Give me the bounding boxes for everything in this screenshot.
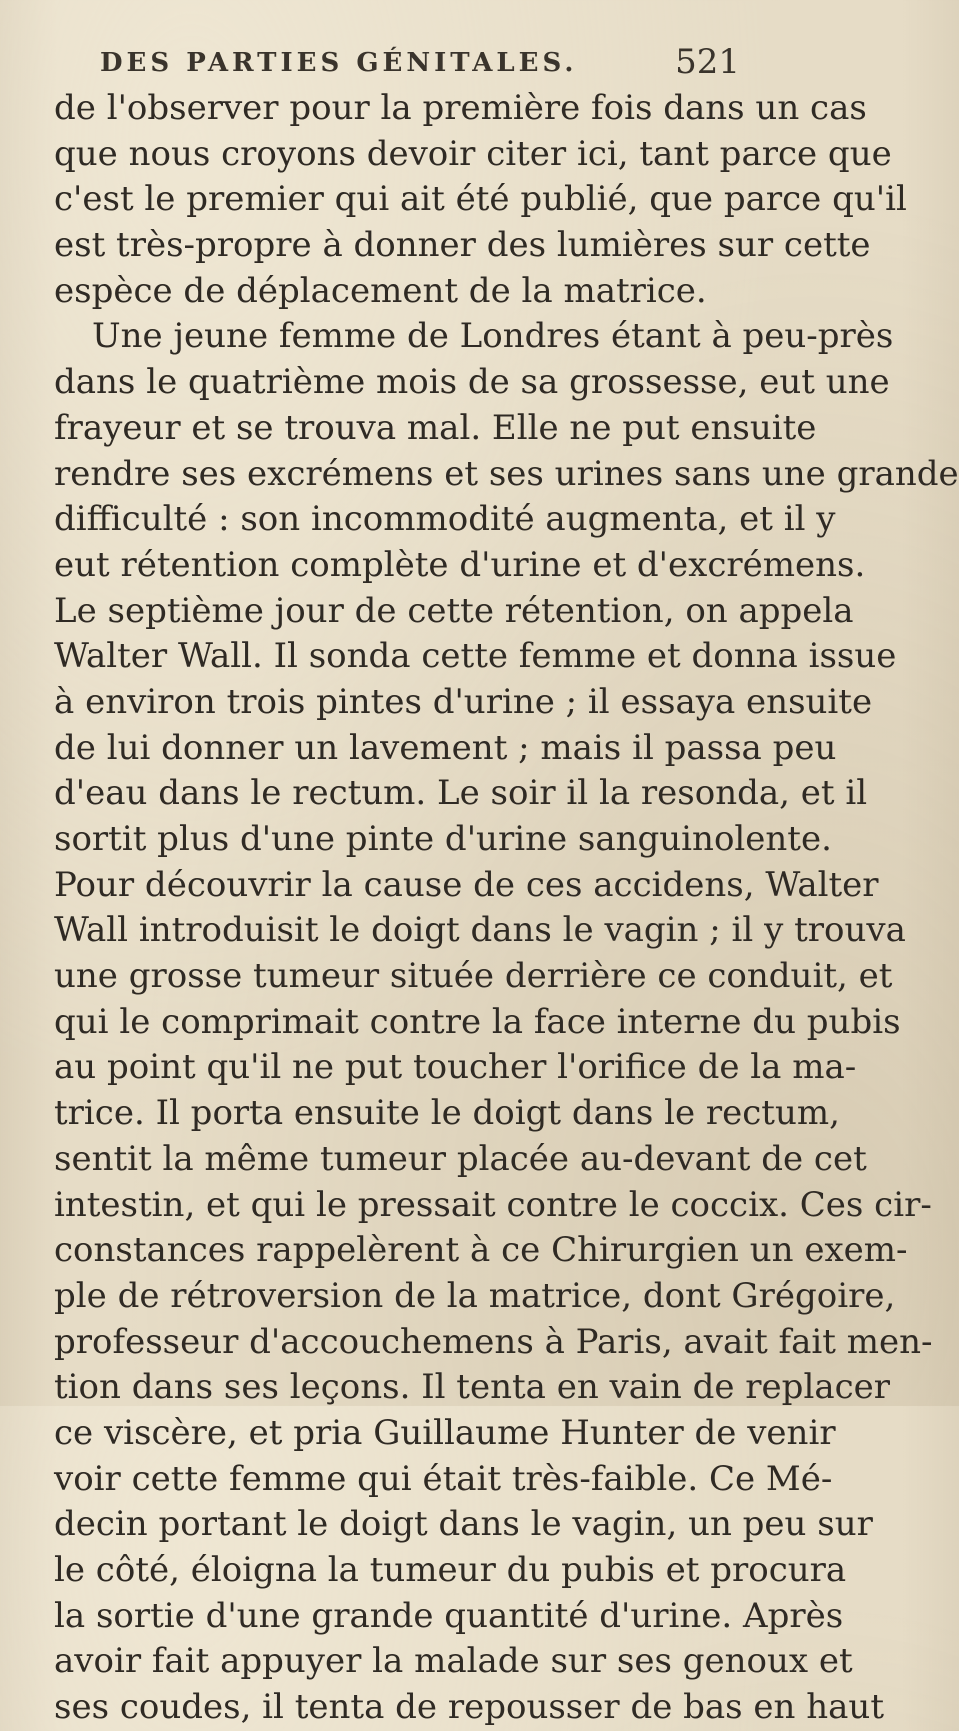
text-line: ple de rétroversion de la matrice, dont Grégoire, [54,1275,896,1316]
text-line: difficulté : son incommodité augmenta, et il y [54,499,836,540]
text-line: d'eau dans le rectum. Le soir il la resonda, et il [54,773,868,814]
text-line: tion dans ses leçons. Il tenta en vain de replacer [54,1367,891,1408]
text-line: avoir fait appuyer la malade sur ses genoux et [54,1641,853,1682]
text-line: sortit plus d'une pinte d'urine sanguinolente. [54,819,832,859]
text-line: c'est le premier qui ait été publié, que parce qu'il [54,179,907,220]
text-line: espèce de déplacement de la matrice. [54,270,707,311]
text-line: au point qu'il ne put toucher l'orifice de la ma- [54,1047,857,1088]
text-line: ses coudes, il tenta de repousser de bas en haut [54,1687,884,1728]
text-line: voir cette femme qui était très-faible. Ce Mé- [54,1458,833,1499]
text-line: Walter Wall. Il sonda cette femme et donna issue [54,636,897,677]
body-text [54,86,959,1731]
page-number: 521 [675,42,740,82]
text-line: intestin, et qui le pressait contre le coccix. Ces cir- [54,1184,932,1225]
running-head: DES PARTIES GÉNITALES. [100,48,578,78]
text-line: frayeur et se trouva mal. Elle ne put ensuite [54,407,817,448]
text-line: qui le comprimait contre la face interne du pubis [54,1001,901,1042]
text-line: Wall introduisit le doigt dans le vagin ; il y trouva [54,910,906,951]
text-line: rendre ses excrémens et ses urines sans une grande [54,453,959,494]
page-header [100,42,740,82]
text-line: est très-propre à donner des lumières sur cette [54,225,871,266]
text-line: à environ trois pintes d'urine ; il essaya ensuite [54,681,873,722]
text-line: professeur d'accouchemens à Paris, avait fait men- [54,1321,933,1362]
text-line: sentit la même tumeur placée au-devant de cet [54,1138,867,1179]
text-line: de l'observer pour la première fois dans un cas [54,88,867,128]
text-line: une grosse tumeur située derrière ce conduit, et [54,956,893,997]
text-line: le côté, éloigna la tumeur du pubis et procura [54,1550,847,1590]
text-line: la sortie d'une grande quantité d'urine. Après [54,1595,844,1636]
text-line: que nous croyons devoir citer ici, tant parce que [54,133,892,174]
text-line: decin portant le doigt dans le vagin, un peu sur [54,1504,873,1545]
text-line: de lui donner un lavement ; mais il passa peu [54,727,837,768]
text-line: eut rétention complète d'urine et d'excrémens. [54,544,866,585]
text-line: Pour découvrir la cause de ces accidens, Walter [54,864,879,905]
text-line: Une jeune femme de Londres étant à peu-près [92,316,894,357]
text-line: ce viscère, et pria Guillaume Hunter de venir [54,1412,836,1453]
text-line: Le septième jour de cette rétention, on appela [54,590,854,631]
text-line: dans le quatrième mois de sa grossesse, eut une [54,362,890,403]
text-line: constances rappelèrent à ce Chirurgien un exem- [54,1230,908,1271]
text-line: trice. Il porta ensuite le doigt dans le rectum, [54,1093,840,1134]
